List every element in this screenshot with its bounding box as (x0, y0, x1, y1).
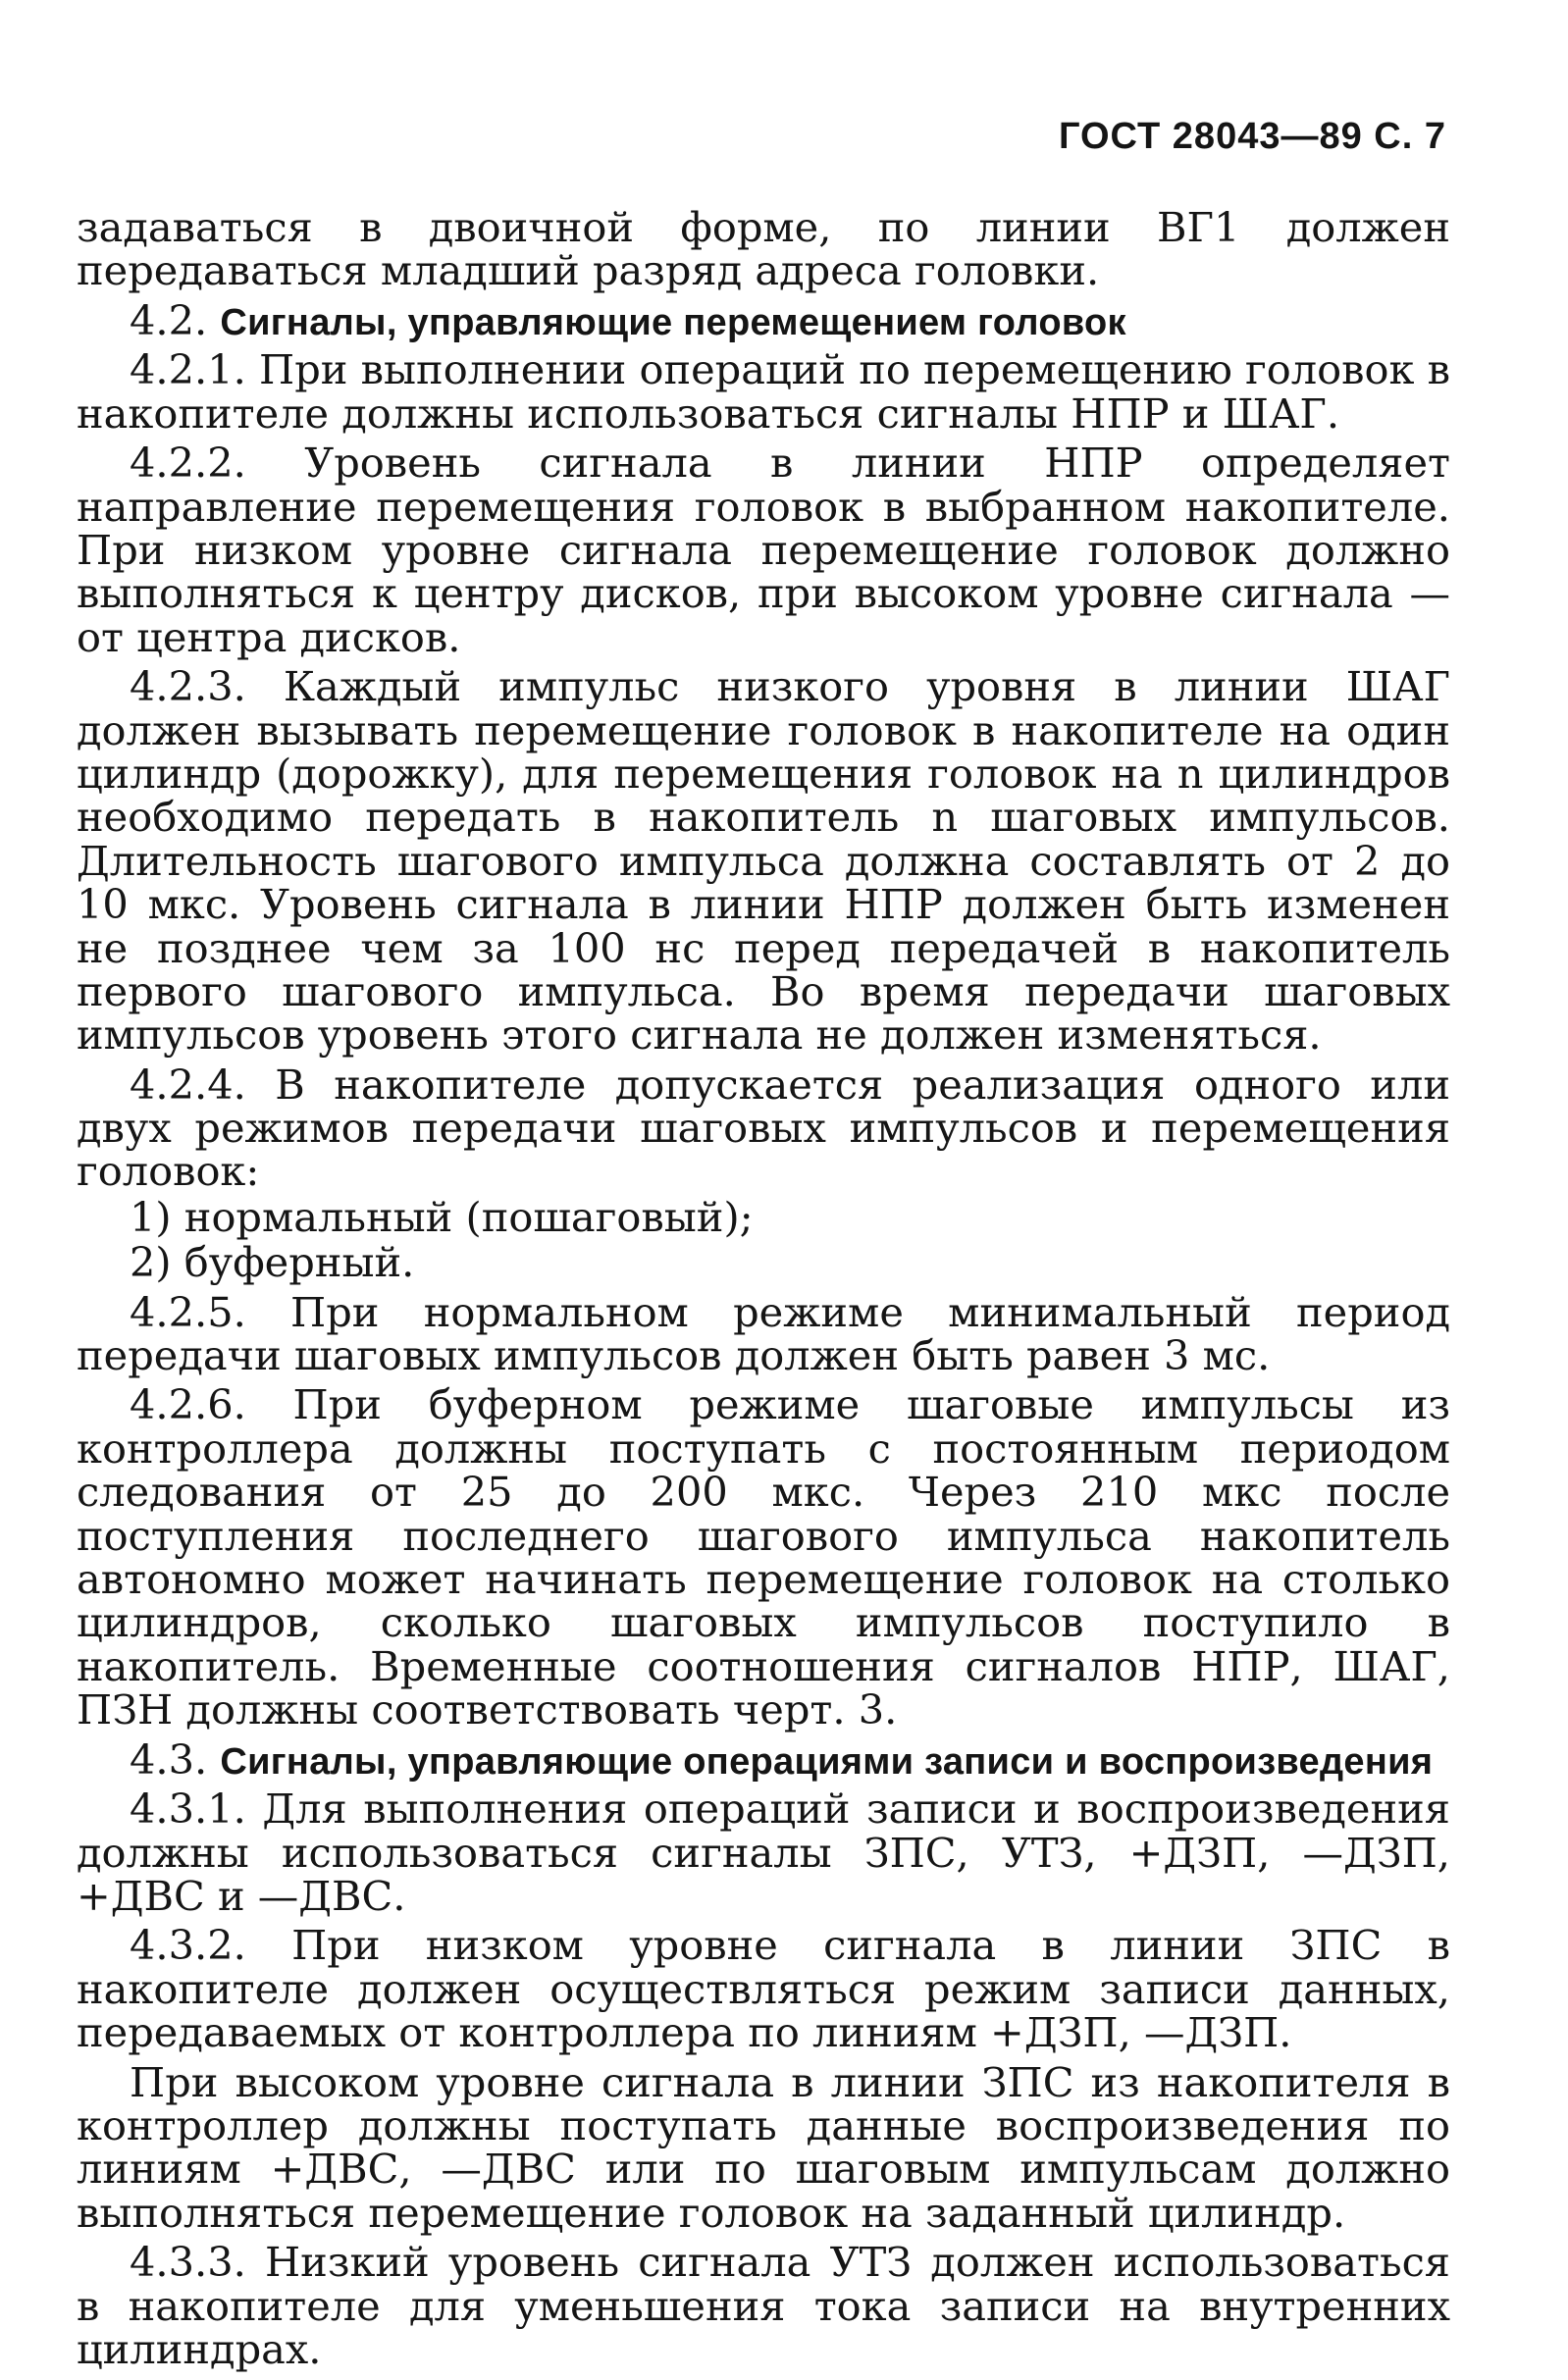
section-heading-4-3 (77, 1734, 1450, 1784)
paragraph-4-2-2: 4.2.2. Уровень сигнала в линии НПР определяет направление перемещения головок в выбранном накопителе. При низком уровне сигнала перемещение головок должно выполняться к центру дисков, при высоком уровне сигнала — от центра дисков. (77, 439, 1450, 661)
document-body (77, 203, 1450, 2373)
list-item-2: 2) буферный. (130, 1238, 415, 1287)
paragraph-continuation: задаваться в двоичной форме, по линии ВГ1 должен передаваться младший разряд адреса головки. (77, 203, 1450, 295)
paragraph-4-2-4: 4.2.4. В накопителе допускается реализация одного или двух режимов передачи шаговых импульсов и перемещения головок: (77, 1060, 1450, 1196)
section-heading-4-2 (77, 295, 1450, 344)
paragraph-4-3-2-continued: При высоком уровне сигнала в линии ЗПС из накопителя в контроллер должны поступать данные воспроизведения по линиям +ДВС, —ДВС или по шаговым импульсам должно выполняться перемещение головок на заданный цилиндр. (77, 2057, 1450, 2237)
paragraph-4-2-3: 4.2.3. Каждый импульс низкого уровня в линии ШАГ должен вызывать перемещение головок в накопителе на один цилиндр (дорожку), для перемещения головок на n цилиндров необходимо передать в накопитель n шаговых импульсов. Длительность шагового импульса должна составлять от 2 до 10 мкс. Уровень сигнала в линии НПР должен быть изменен не позднее чем за 100 нс перед передачей в накопитель первого шагового импульса. Во время передачи шаговых импульсов уровень этого сигнала не должен изменяться. (77, 662, 1450, 1060)
paragraph-4-2-5: 4.2.5. При нормальном режиме минимальный период передачи шаговых импульсов должен быть равен 3 мс. (77, 1287, 1450, 1380)
section-title: Сигналы, управляющие операциями записи и воспроизведения (220, 1740, 1434, 1783)
paragraph-4-2-6: 4.2.6. При буферном режиме шаговые импульсы из контроллера должны поступать с постоянным периодом следования от 25 до 200 мкс. Через 210 мкс после поступления последнего шагового импульса накопитель автономно может начинать перемещение головок на столько цилиндров, сколько шаговых импульсов поступило в накопитель. Временные соотношения сигналов НПР, ШАГ, ПЗН должны соответствовать черт. 3. (77, 1380, 1450, 1734)
paragraph-4-3-3: 4.3.3. Низкий уровень сигнала УТЗ должен использоваться в накопителе для уменьшения тока записи на внутренних цилиндрах. (77, 2238, 1450, 2373)
paragraph-4-3-1: 4.3.1. Для выполнения операций записи и воспроизведения должны использоваться сигналы ЗПС, УТЗ, +ДЗП, —ДЗП, +ДВС и —ДВС. (77, 1785, 1450, 1920)
paragraph-4-2-1: 4.2.1. При выполнении операций по перемещению головок в накопителе должны использоваться сигналы НПР и ШАГ. (77, 345, 1450, 438)
section-title: Сигналы, управляющие перемещением головок (220, 301, 1126, 343)
section-number: 4.2. (130, 295, 208, 344)
running-head: ГОСТ 28043—89 С. 7 (1058, 116, 1446, 157)
section-number: 4.3. (130, 1734, 208, 1784)
list-item-1: 1) нормальный (пошаговый); (130, 1192, 754, 1241)
paragraph-4-3-2: 4.3.2. При низком уровне сигнала в линии ЗПС в накопителе должен осуществляться режим записи данных, передаваемых от контроллера по линиям +ДЗП, —ДЗП. (77, 1921, 1450, 2057)
